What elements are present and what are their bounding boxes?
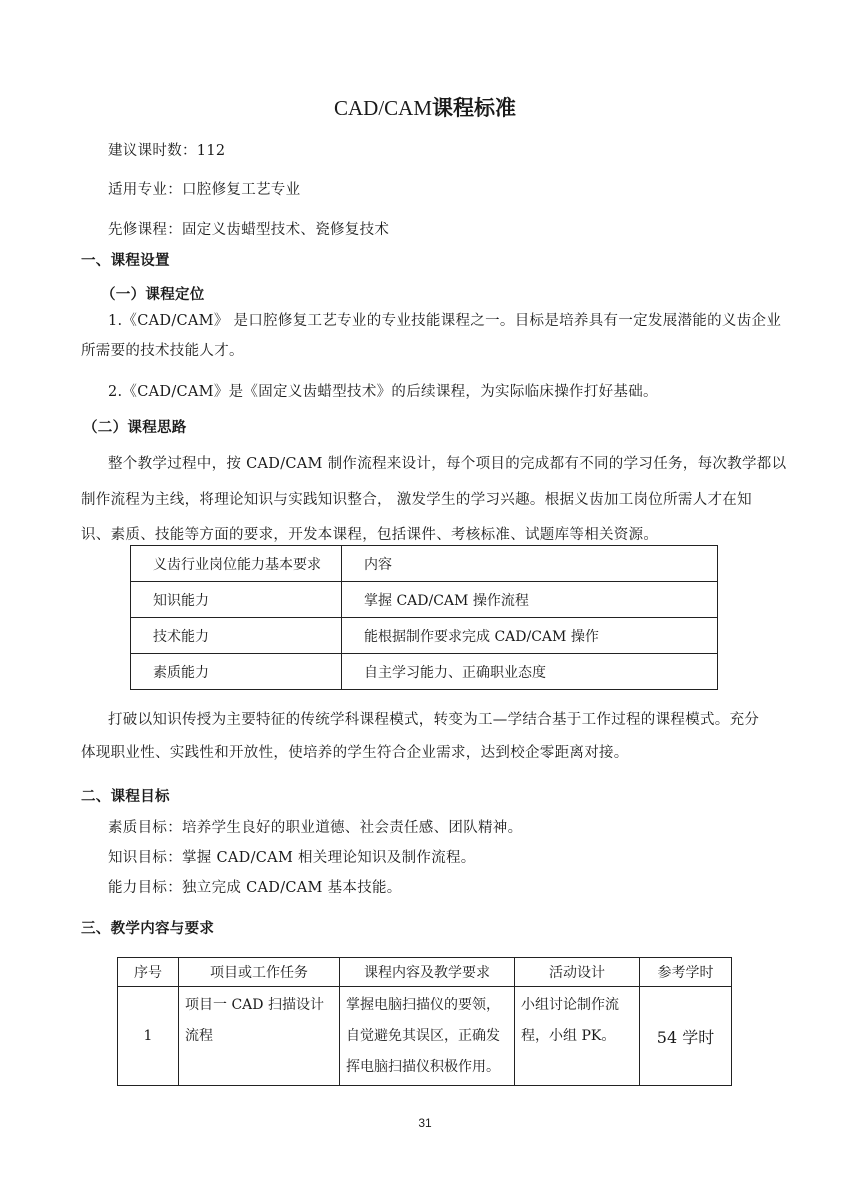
table-header: 项目或工作任务: [179, 958, 340, 987]
subsection-heading-positioning: （一）课程定位: [101, 287, 205, 303]
page-number: 31: [418, 1116, 432, 1130]
suggested-hours: 建议课时数：112: [108, 143, 226, 159]
prerequisite-courses: 先修课程：固定义齿蜡型技术、瓷修复技术: [108, 222, 390, 238]
table-header: 参考学时: [640, 958, 732, 987]
competency-table: [130, 545, 718, 690]
subsection-heading-approach: （二）课程思路: [83, 420, 187, 436]
teaching-content-table: [117, 957, 732, 1086]
goal-quality: 素质目标：培养学生良好的职业道德、社会责任感、团队精神。: [108, 820, 523, 836]
table-row: [131, 582, 718, 618]
table-cell-content: [340, 987, 515, 1086]
table-cell: 素质能力: [131, 654, 342, 690]
table-cell: 内容: [342, 546, 718, 582]
content-line: 自觉避免其误区，正确发: [346, 1027, 500, 1044]
content-line: 挥电脑扫描仪积极作用。: [346, 1058, 500, 1075]
table-header: 课程内容及教学要求: [340, 958, 515, 987]
paragraph-approach-line1: 整个教学过程中，按 CAD/CAM 制作流程来设计，每个项目的完成都有不同的学习任务，每次教学都以: [108, 456, 787, 472]
task-line: 流程: [185, 1027, 213, 1044]
table-cell-activity: [515, 987, 640, 1086]
table-header-row: [118, 958, 732, 987]
table-cell: 掌握 CAD/CAM 操作流程: [342, 582, 718, 618]
paragraph-followup: 2.《CAD/CAM》是《固定义齿蜡型技术》的后续课程，为实际临床操作打好基础。: [108, 384, 658, 400]
paragraph-positioning-line1: 1.《CAD/CAM》 是口腔修复工艺专业的专业技能课程之一。目标是培养具有一定发展潜能的义齿企业: [108, 313, 782, 329]
table-cell: 自主学习能力、正确职业态度: [342, 654, 718, 690]
paragraph-approach-line3: 识、素质、技能等方面的要求，开发本课程，包括课件、考核标准、试题库等相关资源。: [81, 527, 659, 543]
goal-knowledge: 知识目标：掌握 CAD/CAM 相关理论知识及制作流程。: [108, 850, 476, 866]
table-row: [131, 654, 718, 690]
title-latin: CAD/CAM: [333, 96, 433, 120]
task-line: 项目一 CAD 扫描设计: [185, 996, 324, 1013]
activity-line: 小组讨论制作流: [521, 996, 619, 1013]
section-heading-1: 一、课程设置: [81, 253, 170, 269]
table-row: [118, 987, 732, 1086]
content-line: 掌握电脑扫描仪的要领，: [346, 996, 500, 1013]
table-header: 序号: [118, 958, 179, 987]
table-row: [131, 618, 718, 654]
paragraph-positioning-line2: 所需要的技术技能人才。: [81, 343, 244, 359]
table-cell: 义齿行业岗位能力基本要求: [131, 546, 342, 582]
section-heading-3: 三、教学内容与要求: [81, 921, 215, 937]
title-cjk: 课程标准: [432, 96, 517, 120]
task-line: [185, 1052, 333, 1083]
applicable-major: 适用专业：口腔修复工艺专业: [108, 182, 301, 198]
activity-line: [521, 1052, 633, 1083]
table-cell: 能根据制作要求完成 CAD/CAM 操作: [342, 618, 718, 654]
paragraph-approach-line2: 制作流程为主线，将理论知识与实践知识整合， 激发学生的学习兴趣。根据义齿加工岗位所需人才在知: [81, 492, 752, 508]
page-title: [0, 92, 850, 122]
table-header: 活动设计: [515, 958, 640, 987]
table-cell-no: 1: [118, 987, 179, 1086]
goal-ability: 能力目标：独立完成 CAD/CAM 基本技能。: [108, 880, 402, 896]
activity-line: 程，小组 PK。: [521, 1027, 616, 1044]
paragraph-model-line1: 打破以知识传授为主要特征的传统学科课程模式，转变为工—学结合基于工作过程的课程模式。充分: [108, 712, 760, 728]
section-heading-2: 二、课程目标: [81, 789, 170, 805]
table-cell: 技术能力: [131, 618, 342, 654]
paragraph-model-line2: 体现职业性、实践性和开放性，使培养的学生符合企业需求，达到校企零距离对接。: [81, 745, 629, 761]
table-cell-hours: 54 学时: [640, 987, 732, 1086]
table-cell: 知识能力: [131, 582, 342, 618]
table-cell-task: [179, 987, 340, 1086]
table-row: [131, 546, 718, 582]
